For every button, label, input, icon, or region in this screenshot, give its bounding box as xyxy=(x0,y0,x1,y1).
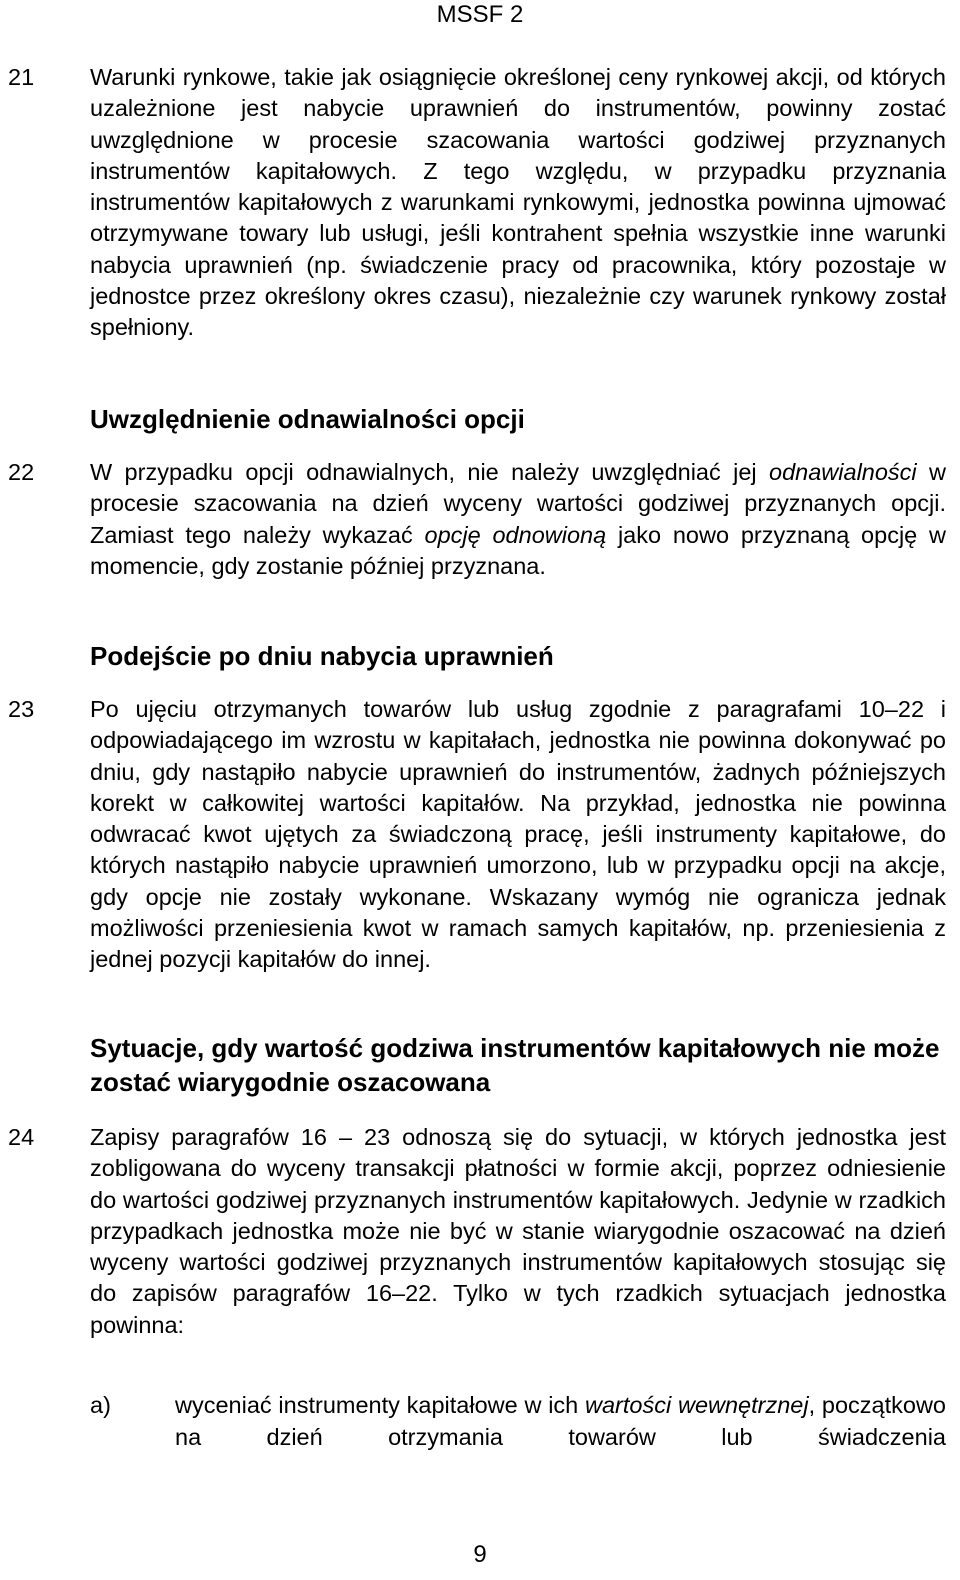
list-item-label: a) xyxy=(90,1392,111,1418)
paragraph-22 xyxy=(0,457,960,582)
text-run: jako nowo przyznaną opcję w momencie, gdy zostanie później przyznana. xyxy=(90,521,946,579)
paragraph-24 xyxy=(0,1122,960,1341)
section-heading-fair-value-unreliable: Sytuacje, gdy wartość godziwa instrumentów kapitałowych nie może zostać wiarygodnie oszacowana xyxy=(90,1033,940,1097)
paragraph-number: 24 xyxy=(8,1124,35,1150)
page-header: MSSF 2 xyxy=(436,1,524,28)
italic-term: odnawialności xyxy=(769,459,917,485)
text-run: , początkowo na dzień otrzymania towarów lub świadczenia xyxy=(175,1392,946,1450)
paragraph-23 xyxy=(0,694,960,976)
italic-term: wartości wewnętrznej xyxy=(585,1392,809,1418)
paragraph-text: Warunki rynkowe, takie jak osiągnięcie określonej ceny rynkowej akcji, od których uzależnione jest nabycie uprawnień do instrumentów, powinny zostać uwzględnione w procesie szacowania wartości godziwej przyznanych instrumentów kapitałowych. Z tego względu, w przypadku przyznania instrumentów kapitałowych z warunkami rynkowymi, jednostka powinna ujmować otrzymywane towary lub usługi, jeśli kontrahent spełnia wszystkie inne warunki nabycia uprawnień (np. świadczenie pracy od pracownika, który pozostaje w jednostce przez określony okres czasu), niezależnie czy warunek rynkowy został spełniony. xyxy=(90,64,946,341)
paragraph-text xyxy=(90,457,946,582)
italic-term: opcję odnowioną xyxy=(424,521,607,548)
text-run: w procesie szacowania na dzień wyceny wartości godziwej przyznanych opcji. Zamiast tego należy wykazać xyxy=(90,459,947,548)
text-run: W przypadku opcji odnawialnych, nie należy uwzględniać jej xyxy=(90,459,770,485)
page-number: 9 xyxy=(473,1541,487,1568)
text-run: wyceniać instrumenty kapitałowe w ich xyxy=(175,1392,586,1418)
paragraph-number: 23 xyxy=(8,696,35,722)
paragraph-number: 22 xyxy=(8,459,35,485)
section-heading-renewal: Uwzględnienie odnawialności opcji xyxy=(90,404,525,434)
paragraph-text: Po ujęciu otrzymanych towarów lub usług zgodnie z paragrafami 10–22 i odpowiadającego im wzrostu w kapitałach, jednostka nie powinna dokonywać po dniu, gdy nastąpiło nabycie uprawnień do instrumentów, żadnych późniejszych korekt w całkowitej wartości kapitałów. Na przykład, jednostka nie powinna odwracać kwot ujętych za świadczoną pracę, jeśli instrumenty kapitałowe, do których nastąpiło nabycie uprawnień umorzono, lub w przypadku opcji na akcje, gdy opcje nie zostały wykonane. Wskazany wymóg nie ogranicza jednak możliwości przeniesienia kwot w ramach samych kapitałów, np. przeniesienia z jednej pozycji kapitałów do innej. xyxy=(90,696,946,973)
paragraph-21 xyxy=(0,62,960,344)
section-heading-post-vesting: Podejście po dniu nabycia uprawnień xyxy=(90,641,554,671)
paragraph-text: Zapisy paragrafów 16 – 23 odnoszą się do sytuacji, w których jednostka jest zobligowana do wyceny transakcji płatności w formie akcji, poprzez odniesienie do wartości godziwej przyznanych instrumentów kapitałowych. Jedynie w rzadkich przypadkach jednostka może nie być w stanie wiarygodnie oszacować na dzień wyceny wartości godziwej przyznanych instrumentów kapitałowych stosując się do zapisów paragrafów 16–22. Tylko w tych rzadkich sytuacjach jednostka powinna: xyxy=(90,1124,946,1338)
paragraph-number: 21 xyxy=(8,64,35,90)
list-item-a xyxy=(0,1390,960,1453)
list-item-text xyxy=(175,1390,946,1453)
